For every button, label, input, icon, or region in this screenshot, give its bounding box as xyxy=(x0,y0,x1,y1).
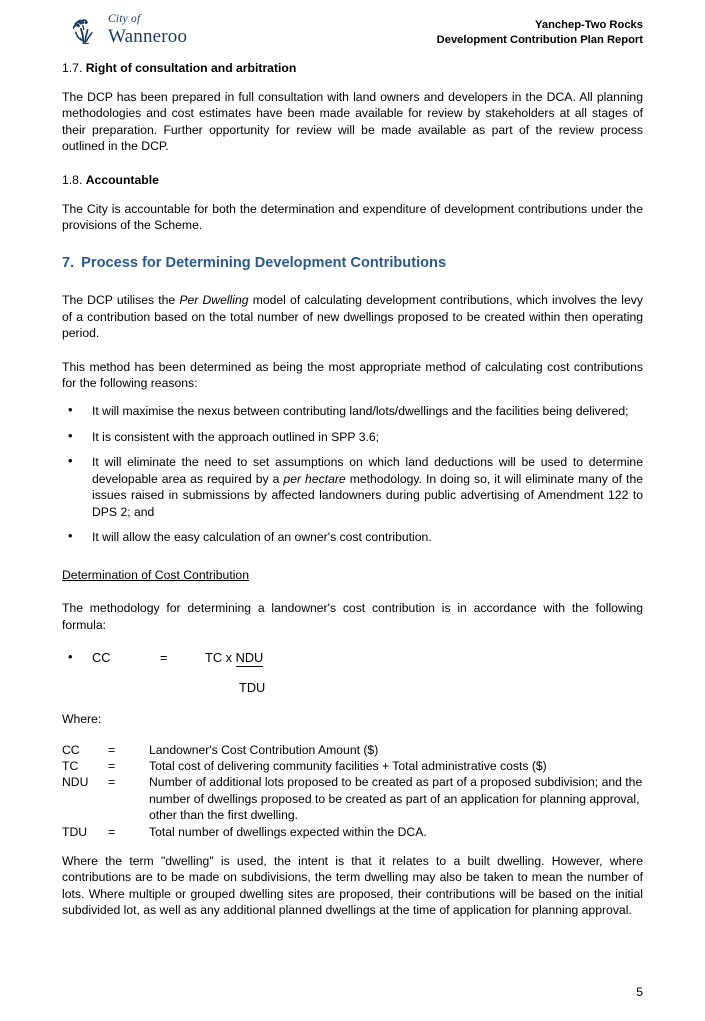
formula-lhs: • CC xyxy=(92,650,111,666)
formula-equals: = xyxy=(160,650,168,666)
document-header-title xyxy=(437,12,643,47)
section-title-1-8: Accountable xyxy=(85,172,159,187)
section-7-paragraph-1 xyxy=(62,292,643,341)
header-title-line1: Yanchep-Two Rocks xyxy=(535,19,643,31)
list-item xyxy=(62,403,643,419)
document-body xyxy=(0,60,705,919)
table-row xyxy=(62,774,643,823)
page-number: 5 xyxy=(636,985,643,999)
list-item xyxy=(62,454,643,520)
bullet-3-text-a: It will eliminate the need to set assumptions on which land deductions will be used to determine developable area as required by a xyxy=(92,455,643,486)
definition-term-cc: CC xyxy=(62,742,80,757)
bullet-3-italic-per-hectare: per hectare xyxy=(283,471,346,486)
section-number-1-7: 1.7. xyxy=(62,61,83,75)
formula-numerator-prefix: TC x xyxy=(205,650,236,666)
definition-desc-tdu: Total number of dwellings expected within the DCA. xyxy=(149,824,427,839)
bullet-3-text-b: methodology. In doing so, it will eliminate many of the issues raised in submissions by affected landowners during public advertising of Amendment 122 to DPS 2; and xyxy=(92,471,643,519)
section-7-paragraph-2: This method has been determined as being the most appropriate method of calculating cost contributions for the following reasons: xyxy=(62,359,643,391)
where-label: Where: xyxy=(62,712,102,727)
table-row xyxy=(62,742,643,758)
definition-term-tc: TC xyxy=(62,758,79,773)
logo-wanneroo-text: Wanneroo xyxy=(108,25,188,47)
bullet-4-text: It will allow the easy calculation of an owner's cost contribution. xyxy=(92,529,432,544)
definition-desc-ndu: Number of additional lots proposed to be created as part of a proposed subdivision; and the number of dwellings proposed to be created as part of an application for planning approval, other than the first dwelling. xyxy=(149,775,643,823)
section-body-1-7: The DCP has been prepared in full consultation with land owners and developers in the DCA. All planning methodologies and cost estimates have been made available for review by stakeholders at all stages of their preparation. Further opportunity for review will be made available as part of the review process outlined in the DCP. xyxy=(62,90,643,154)
section-title-1-7: Right of consultation and arbitration xyxy=(85,61,297,75)
list-item xyxy=(62,529,643,545)
bullet-1-text: It will maximise the nexus between contributing land/lots/dwellings and the facilities being delivered; xyxy=(92,404,629,419)
determination-heading: Determination of Cost Contribution xyxy=(62,568,249,583)
para1-part-b: model of calculating development contributions, which involves the levy of a contribution based on the total number of new dwellings proposed to be created within then operating period. xyxy=(62,293,643,341)
page-header xyxy=(0,0,705,50)
section-body-1-8: The City is accountable for both the determination and expenditure of development contributions under the provisions of the Scheme. xyxy=(62,201,643,233)
reasons-bullet-list xyxy=(62,403,643,545)
section-title-7: Process for Determining Development Contributions xyxy=(81,255,447,272)
definition-equals-cc: = xyxy=(108,742,116,757)
header-title-line2: Development Contribution Plan Report xyxy=(436,33,643,46)
formula-numerator-fraction: NDU xyxy=(235,650,264,666)
section-heading-7 xyxy=(62,254,643,273)
section-heading-1-8 xyxy=(62,172,643,188)
table-row xyxy=(62,758,643,774)
formula-definitions-table xyxy=(62,742,643,840)
formula-denominator: TDU xyxy=(239,680,266,696)
determination-heading-wrap xyxy=(62,545,643,584)
determination-intro: The methodology for determining a landowner's cost contribution is in accordance with the following formula: xyxy=(62,601,643,632)
definition-equals-tc: = xyxy=(108,758,116,773)
bullet-2-text: It is consistent with the approach outlined in SPP 3.6; xyxy=(92,429,380,444)
table-row xyxy=(62,824,643,840)
definition-term-tdu: TDU xyxy=(62,824,88,839)
definition-equals-ndu: = xyxy=(108,775,116,790)
section-heading-1-7 xyxy=(62,60,643,76)
definition-desc-tc: Total cost of delivering community facilities + Total administrative costs ($) xyxy=(149,758,547,773)
list-item xyxy=(62,429,643,445)
kangaroo-paw-flower-icon xyxy=(70,15,104,49)
para1-part-a: The DCP utilises the xyxy=(62,293,180,308)
closing-paragraph: Where the term "dwelling" is used, the intent is that it relates to a built dwelling. However, where contributions are to be made on subdivisions, the term dwelling may also be taken to mean the number of lots. Where multiple or grouped dwelling sites are proposed, their contributions will be based on the initial subdivided lot, as well as any additional planned dwellings at the time of application for planning approval. xyxy=(62,853,643,918)
para1-italic-per-dwelling: Per Dwelling xyxy=(179,293,249,308)
definition-equals-tdu: = xyxy=(108,824,116,839)
cost-contribution-formula xyxy=(62,649,643,697)
definition-desc-cc: Landowner's Cost Contribution Amount ($) xyxy=(149,742,379,757)
formula-numerator xyxy=(205,649,263,666)
logo-city-of-text: City of xyxy=(108,13,141,25)
section-number-1-8: 1.8. xyxy=(62,172,83,187)
section-number-7: 7. xyxy=(62,255,75,272)
logo-wordmark xyxy=(108,14,187,46)
city-of-wanneroo-logo xyxy=(70,12,187,49)
definition-term-ndu: NDU xyxy=(62,775,89,790)
